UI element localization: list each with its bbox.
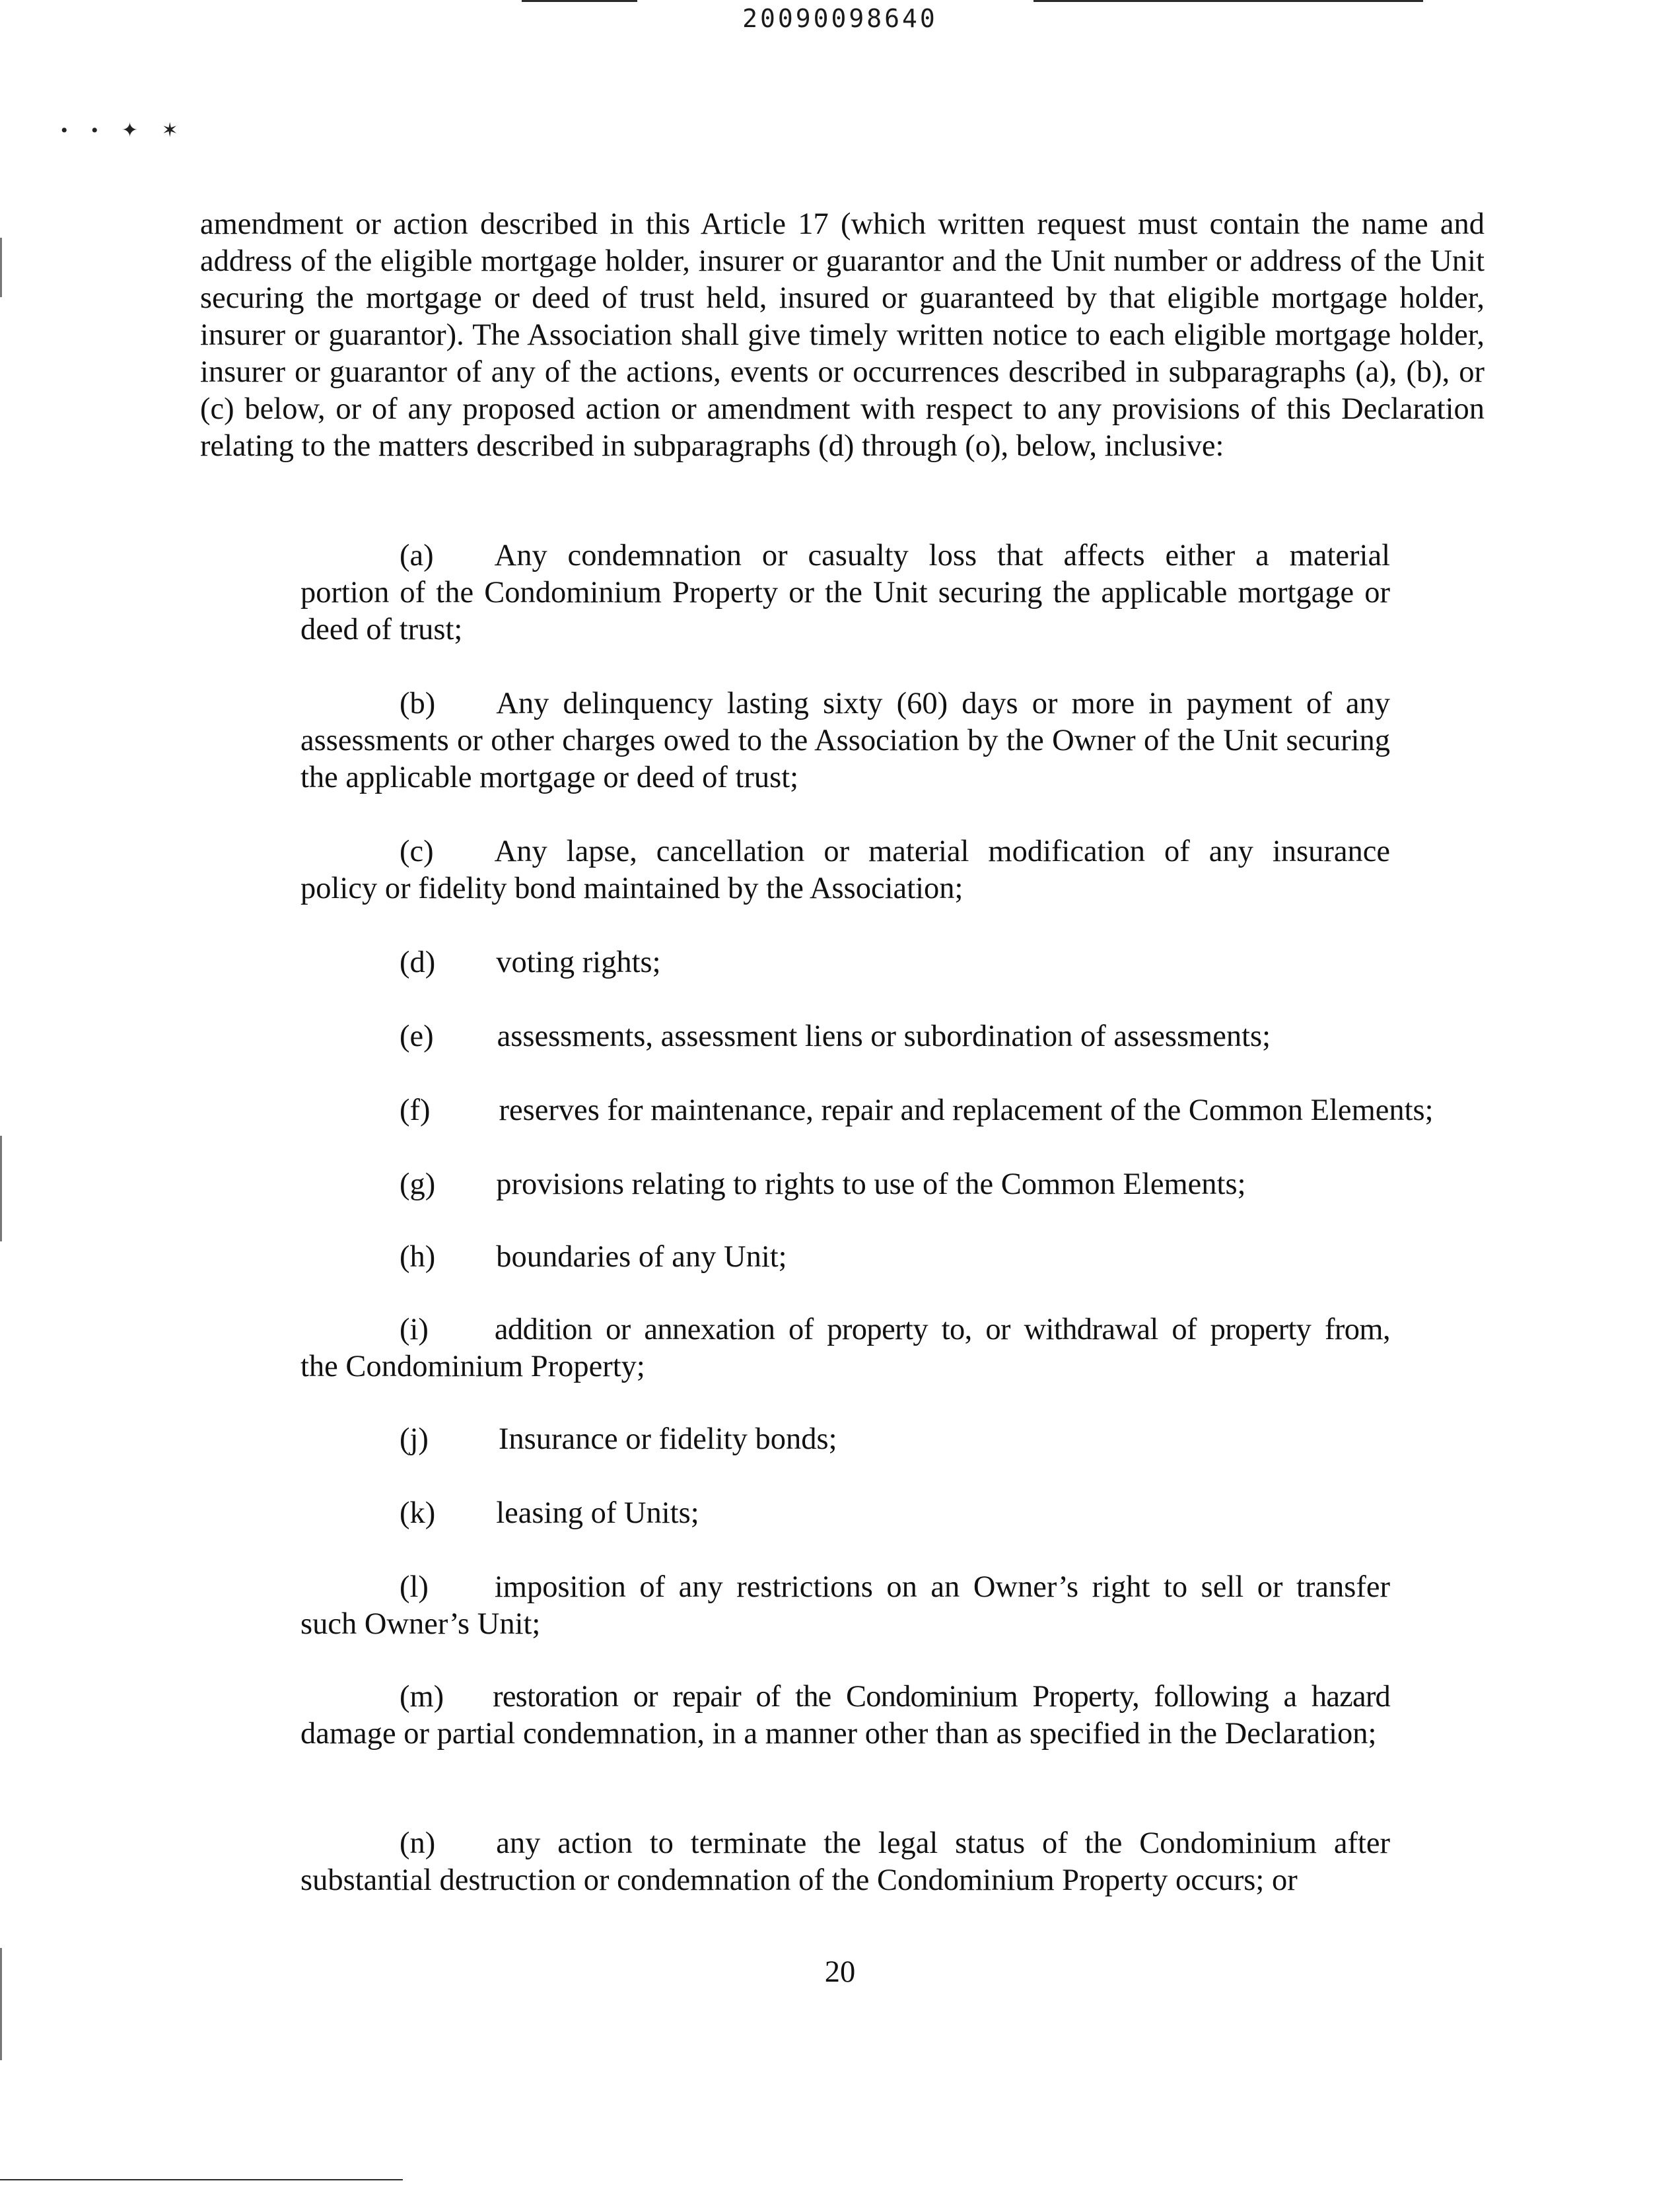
subparagraph-i <box>300 1311 1390 1385</box>
subparagraph-text: any action to terminate the legal status of the Condominium after <box>496 1826 1390 1860</box>
subparagraph-label: (d) <box>400 946 436 979</box>
subparagraph-label: (g) <box>400 1167 436 1201</box>
subparagraph-continuation: portion of the Condominium Property or the Unit securing the applicable mortgage or deed of trust; <box>300 576 1390 646</box>
subparagraph-label: (e) <box>400 1020 434 1053</box>
subparagraph-first-line <box>300 1825 1390 1862</box>
subparagraph-first-line <box>300 1495 1390 1532</box>
subparagraph-first-line <box>300 1311 1390 1348</box>
subparagraph-label: (a) <box>400 539 434 573</box>
subparagraph-first-line <box>300 944 1390 981</box>
subparagraph-label: (l) <box>400 1570 429 1604</box>
scan-edge-mark-2 <box>0 1136 2 1241</box>
subparagraph-label: (j) <box>400 1422 429 1456</box>
subparagraph-text: imposition of any restrictions on an Owner’s right to sell or transfer <box>494 1570 1390 1604</box>
subparagraph-first-line <box>300 1569 1390 1606</box>
subparagraph-label: (h) <box>400 1240 436 1274</box>
scan-rule-bottom <box>0 2179 403 2180</box>
subparagraph-b <box>300 685 1390 796</box>
subparagraph-label: (m) <box>400 1680 444 1714</box>
subparagraph-e <box>300 1018 1390 1055</box>
subparagraph-text: addition or annexation of property to, or withdrawal of property from, <box>494 1313 1390 1346</box>
subparagraph-d <box>300 944 1390 981</box>
subparagraph-j <box>300 1421 1390 1458</box>
subparagraph-k <box>300 1495 1390 1532</box>
subparagraph-text: assessments, assessment liens or subordination of assessments; <box>497 1020 1271 1053</box>
subparagraph-continuation: such Owner’s Unit; <box>300 1607 541 1641</box>
subparagraph-first-line <box>300 833 1390 870</box>
subparagraph-text: provisions relating to rights to use of the Common Elements; <box>496 1167 1246 1201</box>
subparagraph-n <box>300 1825 1390 1899</box>
subparagraph-text: Insurance or fidelity bonds; <box>498 1422 837 1456</box>
subparagraph-text: leasing of Units; <box>496 1496 699 1530</box>
subparagraph-text: Any lapse, cancellation or material modification of any insurance <box>494 835 1390 868</box>
scan-marks: • • ✦ ✶ <box>61 120 188 141</box>
subparagraph-continuation: assessments or other charges owed to the Association by the Owner of the Unit securing the applicable mortgage or deed of trust; <box>300 724 1390 794</box>
subparagraph-first-line <box>300 1421 1390 1458</box>
subparagraph-continuation: the Condominium Property; <box>300 1350 645 1383</box>
subparagraph-m <box>300 1679 1390 1753</box>
subparagraph-label: (f) <box>400 1094 431 1127</box>
subparagraph-first-line <box>300 1092 1434 1129</box>
document-number: 20090098640 <box>742 4 938 33</box>
subparagraph-text: voting rights; <box>496 946 661 979</box>
subparagraph-continuation: damage or partial condemnation, in a manner other than as specified in the Declaration; <box>300 1717 1377 1751</box>
subparagraph-label: (i) <box>400 1313 429 1346</box>
subparagraph-first-line <box>300 538 1390 574</box>
subparagraph-first-line <box>300 1166 1390 1203</box>
subparagraph-text: Any condemnation or casualty loss that affects either a material <box>494 539 1390 573</box>
subparagraph-a <box>300 538 1390 648</box>
subparagraph-label: (k) <box>400 1496 436 1530</box>
subparagraph-first-line <box>300 685 1390 722</box>
subparagraph-text: restoration or repair of the Condominium Property, following a hazard <box>493 1680 1390 1714</box>
subparagraph-text: reserves for maintenance, repair and replacement of the Common Elements; <box>499 1094 1434 1127</box>
subparagraph-label: (b) <box>400 687 436 720</box>
subparagraph-h <box>300 1239 1390 1276</box>
subparagraph-first-line <box>300 1018 1390 1055</box>
scan-rule-top-left <box>522 0 637 2</box>
subparagraph-first-line <box>300 1679 1390 1716</box>
subparagraph-first-line <box>300 1239 1390 1276</box>
scan-rule-top-right <box>1033 0 1423 2</box>
subparagraph-continuation: policy or fidelity bond maintained by the Association; <box>300 872 963 905</box>
subparagraph-c <box>300 833 1390 907</box>
subparagraph-f <box>300 1092 1434 1129</box>
scan-edge-mark-1 <box>0 238 2 297</box>
subparagraph-label: (c) <box>400 835 434 868</box>
page-number: 20 <box>824 1955 856 1989</box>
subparagraph-g <box>300 1166 1390 1203</box>
subparagraph-l <box>300 1569 1390 1643</box>
subparagraph-text: boundaries of any Unit; <box>496 1240 787 1274</box>
intro-paragraph: amendment or action described in this Article 17 (which written request must contain the name and address of the eligible mortgage holder, insurer or guarantor and the Unit number or address of the Unit securing the mortgage or deed of trust held, insured or guaranteed by that eligible mortgage holder, insurer or guarantor). The Association shall give timely written notice to each eligible mortgage holder, insurer or guarantor of any of the actions, events or occurrences described in subparagraphs (a), (b), or (c) below, or of any proposed action or amendment with respect to any provisions of this Declaration relating to the matters described in subparagraphs (d) through (o), below, inclusive: <box>200 207 1485 463</box>
subparagraph-label: (n) <box>400 1826 436 1860</box>
subparagraph-text: Any delinquency lasting sixty (60) days or more in payment of any <box>496 687 1390 720</box>
subparagraph-continuation: substantial destruction or condemnation of the Condominium Property occurs; or <box>300 1863 1298 1897</box>
